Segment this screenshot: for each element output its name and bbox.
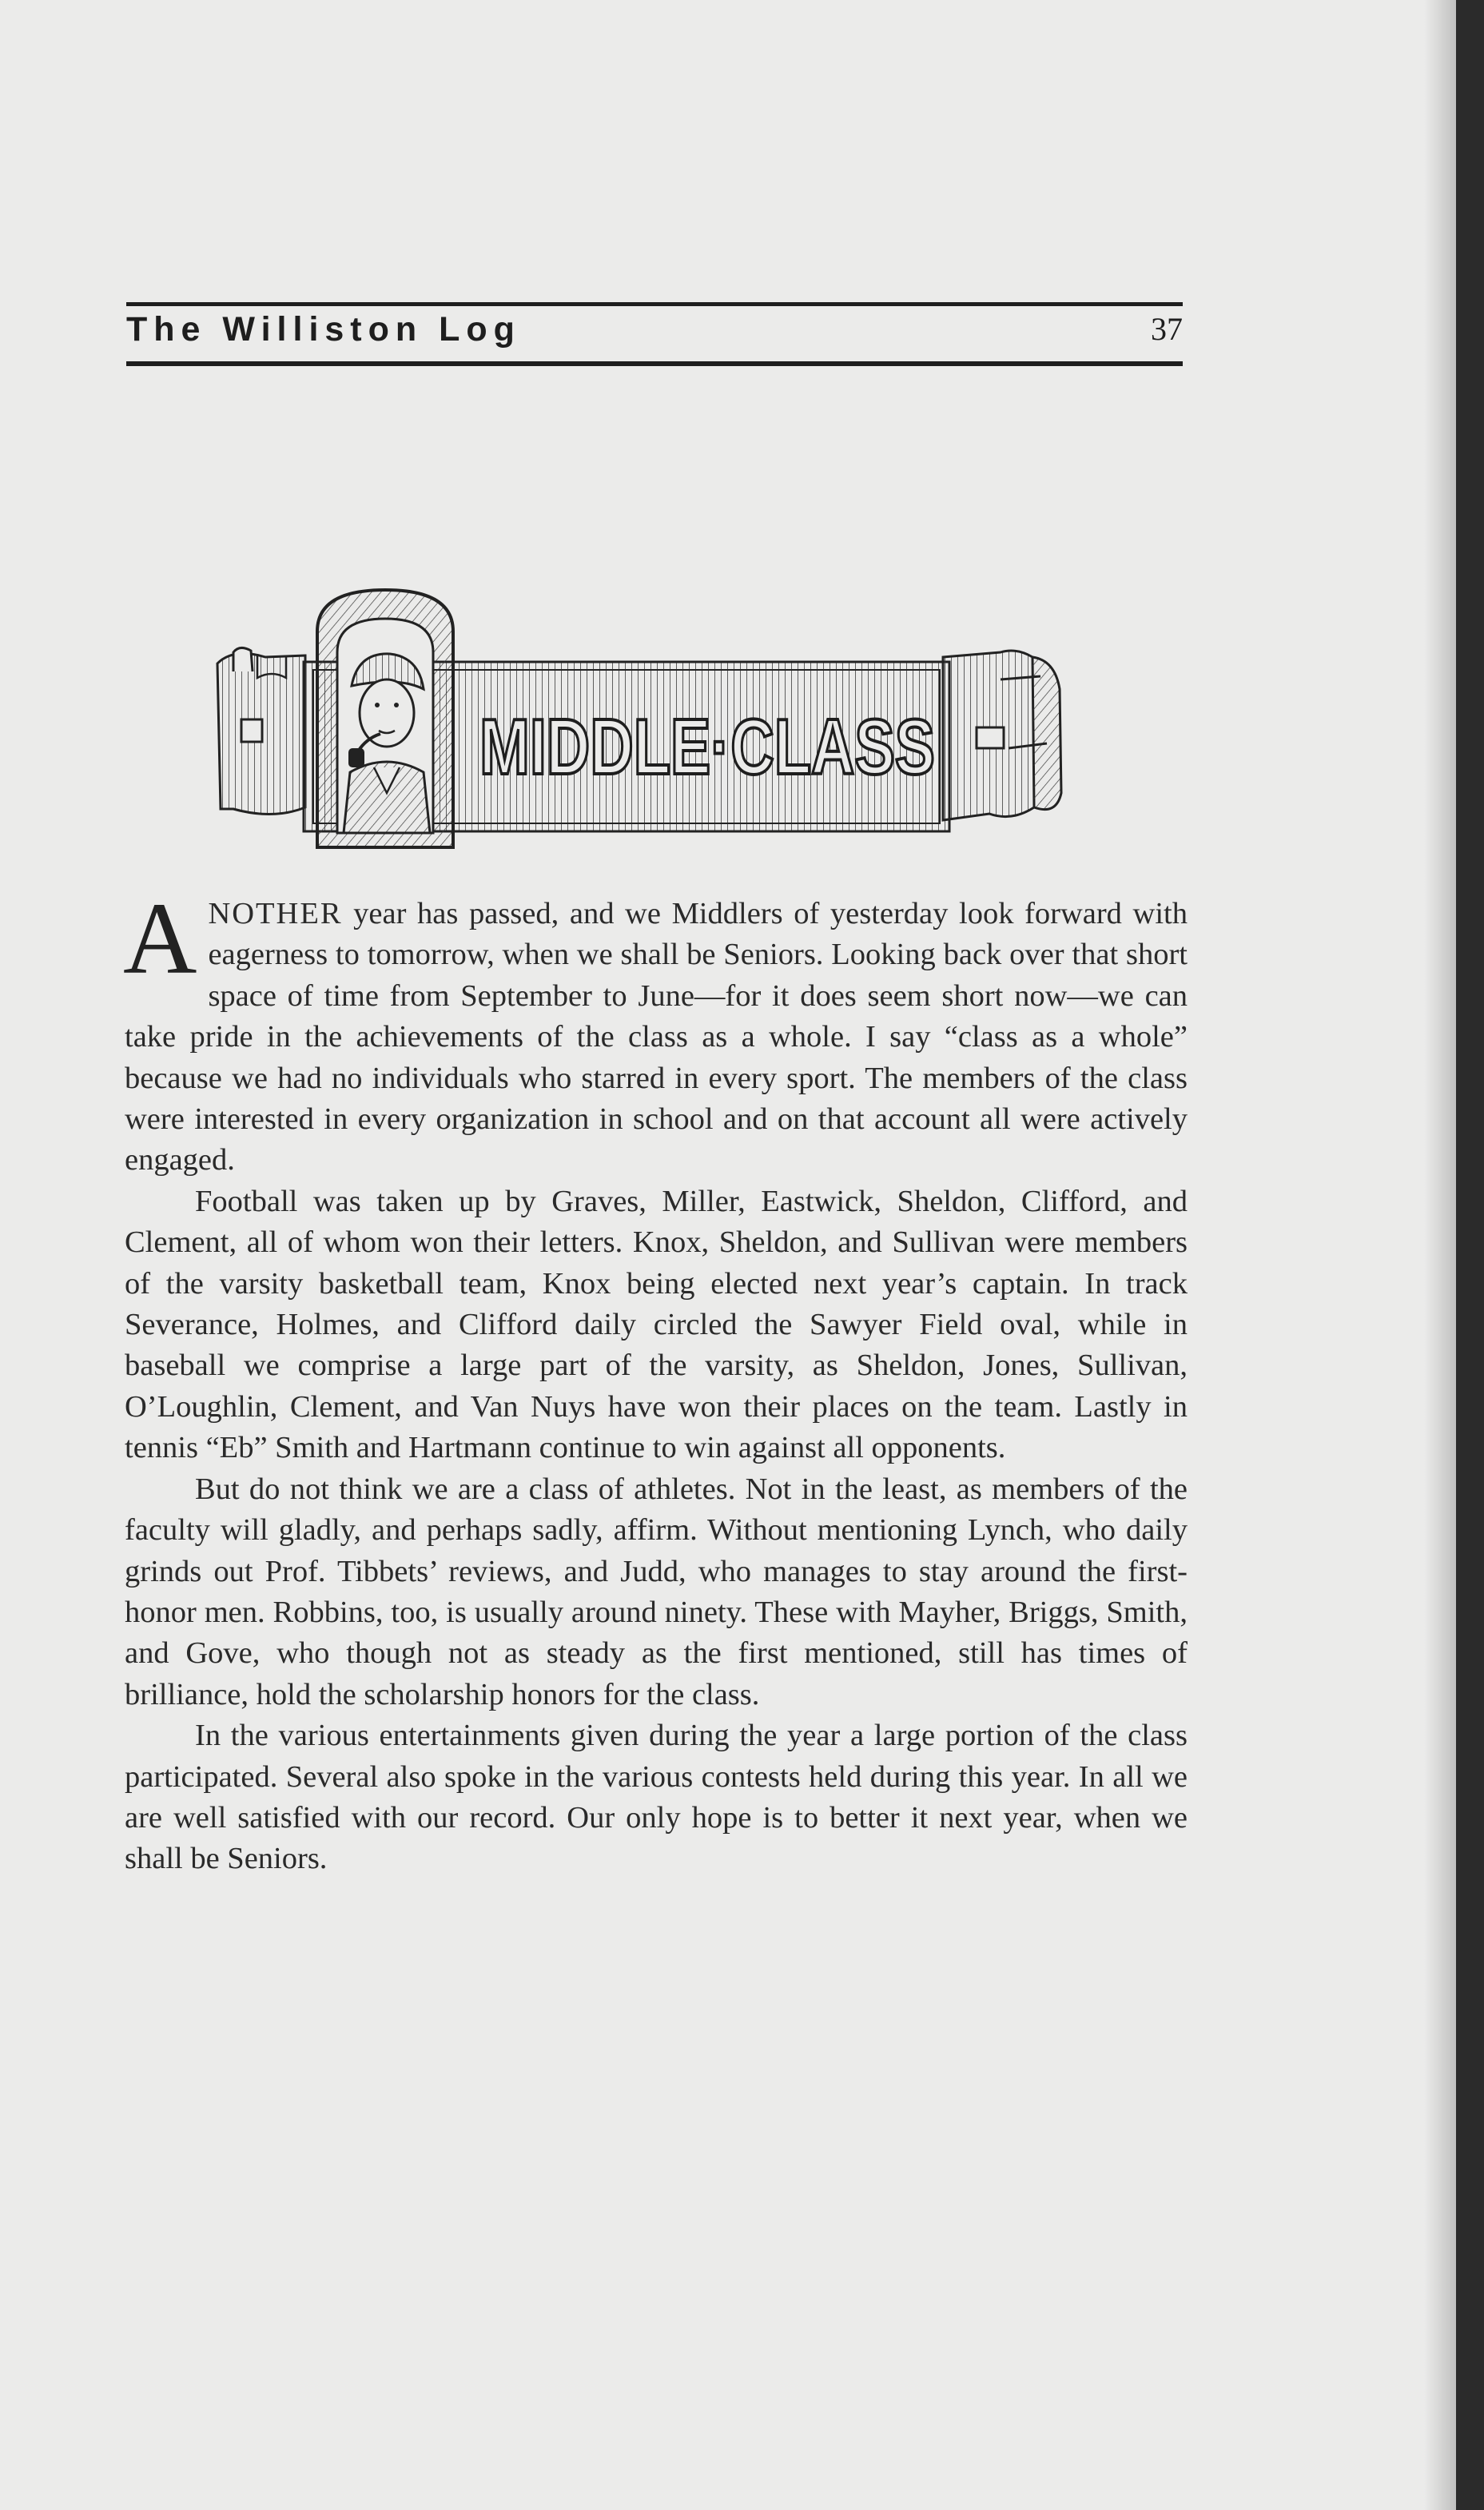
journal-title: The Williston Log (126, 310, 521, 349)
page-edge-shadow (1424, 0, 1456, 2510)
header-rule-bottom (126, 361, 1183, 366)
drop-cap: A (123, 882, 197, 995)
left-scroll-roll (217, 647, 305, 814)
portrait-frame (317, 590, 453, 847)
paragraph-2: Football was taken up by Graves, Miller, Eastwick, Sheldon, Clifford, and Clement, all of whom won their letters. Knox, Sheldon, and Sullivan were members of the varsity basketball team, Knox being elected next year’s captain. In track Severance, Holmes, and Clifford daily circled the Sawyer Field oval, while in baseball we comprise a large part of the varsity, as Sheldon, Jones, Sullivan, O’Loughlin, Clement, and Van Nuys have won their places on the team. Lastly in tennis “Eb” Smith and Hartmann continue to win against all opponents. (125, 1184, 1188, 1465)
paragraph-1 (123, 882, 1188, 1181)
right-scroll-roll (943, 651, 1061, 820)
paragraph-3: But do not think we are a class of athletes. Not in the least, as members of the faculty will gladly, and perhaps sadly, affirm. Without mentioning Lynch, who daily grinds out Prof. Tibbets’ reviews, and Judd, who manages to stay around the first-honor men. Robbins, too, is usually around ninety. These with Mayher, Briggs, Smith, and Gove, who though not as steady as the first mentioned, still has times of brilliance, hold the scholarship honors for the class. (125, 1472, 1188, 1711)
paragraph-4: In the various entertainments given during the year a large portion of the class participated. Several also spoke in the various contests held during this year. In all we are well satisfied with our record. Our only hope is to better it next year, when we shall be Seniors. (125, 1719, 1188, 1876)
middle-class-banner-illustration (209, 584, 1096, 871)
article-body (123, 882, 1188, 1880)
running-head (126, 310, 1183, 358)
header-rule-top (126, 302, 1183, 306)
opening-words: NOTHER (208, 897, 343, 930)
page-number: 37 (1151, 311, 1183, 347)
banner-title: MIDDLE·CLASS (479, 703, 935, 791)
paragraph-1-text: year has passed, and we Middlers of yesterday look forward with eagerness to tomorrow, when we shall be Seniors. Looking back over that short space of time from September to June—for it does seem short now—we can take pride in the achievements of the class as a whole. I say “class as a whole” because we had no individuals who starred in every sport. The members of the class were interested in every organization in school and on that account all were actively engaged. (125, 897, 1188, 1177)
